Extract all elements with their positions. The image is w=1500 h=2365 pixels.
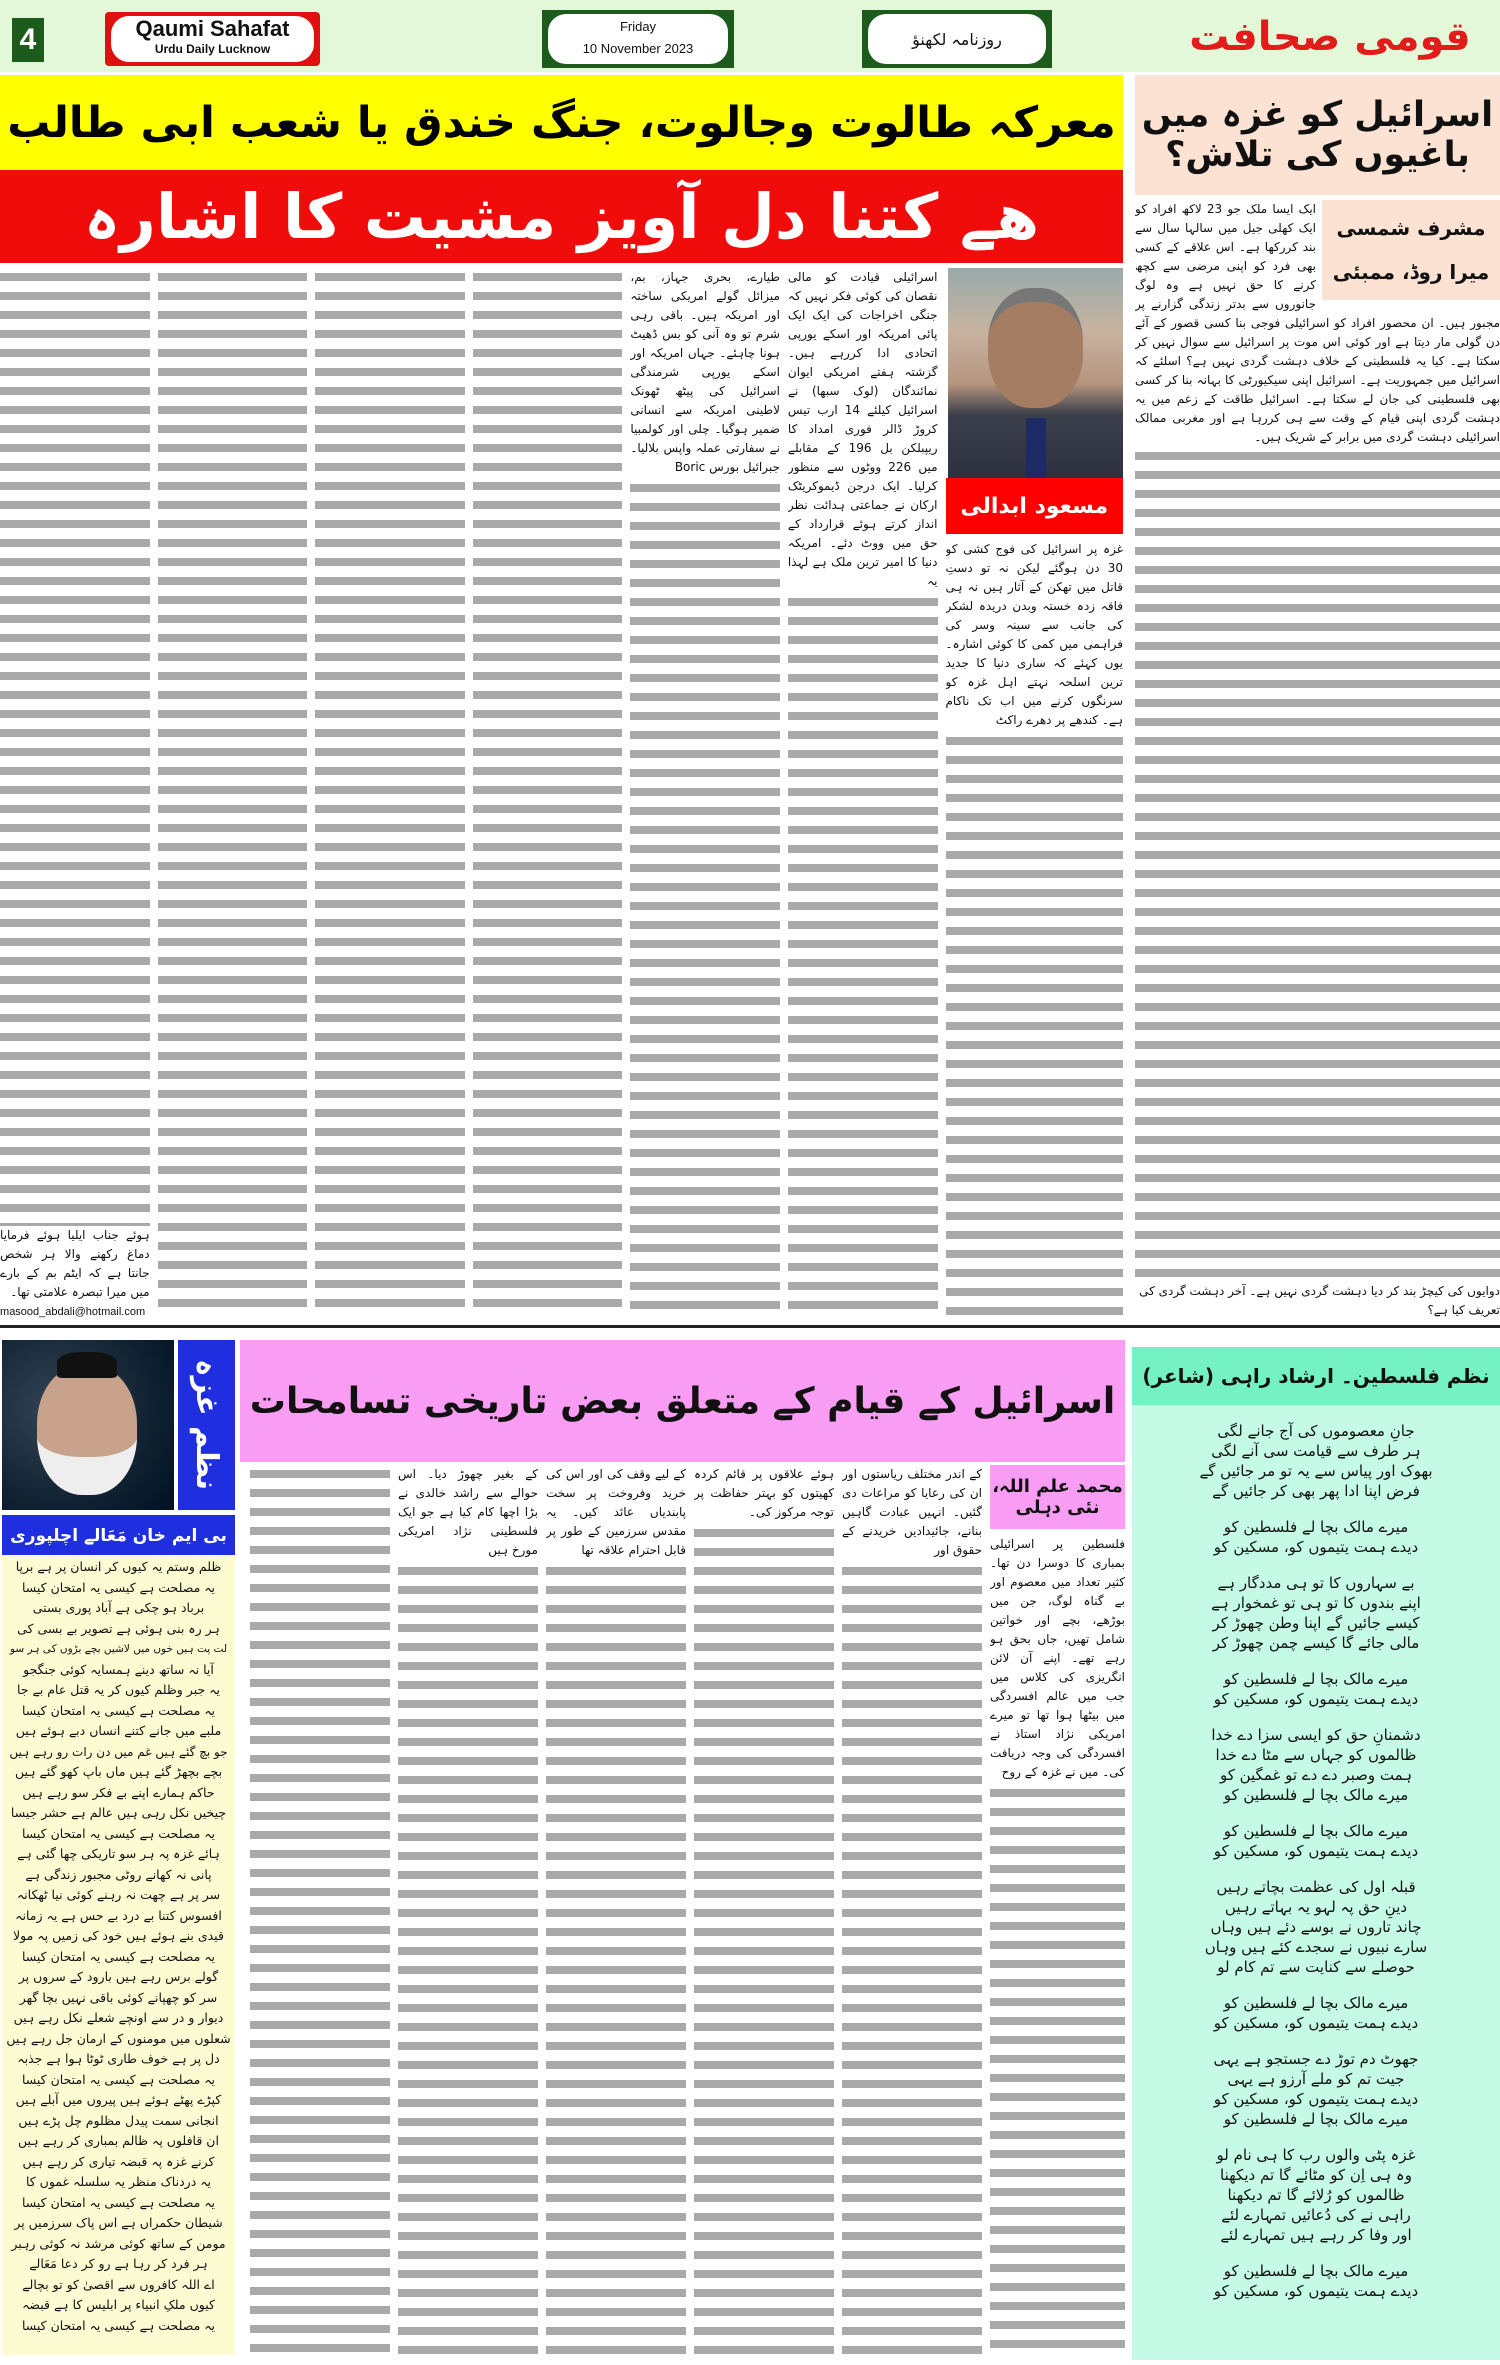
poem-stanza [1132, 1517, 1500, 1557]
side-headline: اسرائیل کو غزہ میں باغیوں کی تلاش؟ [1135, 75, 1500, 195]
poem-line: دشمنانِ حق کو ایسی سزا دے خدا [1211, 1726, 1421, 1744]
article-column [0, 268, 150, 1318]
right-poem-title: نظم فلسطین۔ ارشاد راہی (شاعر) [1132, 1347, 1500, 1405]
poem-line: چاند تاروں نے بوسے دئے ہیں وہاں [1210, 1918, 1422, 1936]
poem-stanza [1132, 2049, 1500, 2129]
poem-line: جانِ معصوموں کی آج جانے لگی [1217, 1422, 1415, 1440]
article-column [315, 268, 465, 1318]
article-paragraph: کے بغیر چھوڑ دیا۔ اس حوالے سے راشد خالدی نے بڑا اچھا کام کیا ہے جو ایک فلسطینی نژاد امریکی مورخ ہیں [398, 1467, 538, 1557]
poem-line: آیا نہ ساتھ دینے ہمسایہ کوئی جنگجو [23, 1661, 214, 1677]
poem-line: قبلہ اول کی عظمت بچاتے رہیں [1216, 1878, 1416, 1896]
poem-line: پانی نہ کھانے روٹی مجبور زندگی ہے [25, 1866, 212, 1882]
vertical-title: نظم غزہ [178, 1340, 235, 1510]
poem-line: وہ ہی اِن کو مٹائے گا تم دیکھنا [1220, 2166, 1412, 2184]
poem-line: دیدے ہمت یتیموں کو، مسکین کو [1213, 1690, 1419, 1708]
poem-line: دیدے ہمت یتیموں کو، مسکین کو [1213, 1842, 1419, 1860]
article-paragraph: فلسطین پر اسرائیلی بمباری کا دوسرا دن تھا۔ کثیر تعداد میں معصوم اور بے گناہ لوگ، جن میں بوڑھے، بچے اور خواتین شامل تھیں، جاں بحق ہو رہے تھے۔ اپنے آن لائن انگریزی کی کلاس میں جب میں عالم افسردگی میں بیٹھا ہوا تھا تو میرے امریکی نژاد استاذ نے افسردگی کی وجہ دریافت کی۔ میں نے غزہ کے روح [990, 1537, 1125, 1779]
author-photo [948, 268, 1123, 478]
date-box [542, 10, 734, 68]
article-paragraph: اسرائیلی قیادت کو مالی نقصان کی کوئی فکر نہیں کہ جنگی اخراجات کی ایک ایک پائی امریکہ اور اسکے یورپی اتحادی ادا کررہے ہیں۔ گزشتہ ہفتے امریکی ایوان نمائندگان (لوک سبھا) نے اسرائیل کیلئے 14 ارب تیس کروڑ ڈالر فوری امداد کا ریپبلکن بل 196 کے مقابلے میں 226 ووٹوں سے منظور کرلیا۔ ایک درجن ڈیموکریٹک ارکان نے جماعتی ہدائت نظر انداز کرتے ہوئے قرارداد کے حق میں ووٹ دئے۔ امریکہ دنیا کا امیر ترین ملک ہے لہذا یہ [787, 270, 938, 588]
poem-line: شیطان حکمراں ہے اس پاک سرزمیں پر [14, 2215, 223, 2230]
urdu-daily-label: روزنامہ لکھنؤ [868, 14, 1046, 64]
poem-line: مومن کے ساتھ کوئی مرشد نہ کوئی رہبر [11, 2235, 226, 2251]
poem-stanza [1132, 1573, 1500, 1653]
poem-line: فرض اپنا ادا پھر بھی کر جائیں گے [1212, 1482, 1420, 1500]
right-poem [1132, 1405, 1500, 2360]
poem-line: یہ مصلحت ہے کیسی یہ امتحان کیسا [21, 2317, 216, 2333]
article-column [694, 1465, 834, 2355]
poem-line: لت پت ہیں خوں میں لاشیں بچے بڑوں کی ہر سو [9, 1643, 228, 1655]
poem-line: دینِ حق پہ لہو یہ بہاتے رہیں [1224, 1898, 1408, 1916]
poem-line: راہی نے کی دُعائیں تمہارے لئے [1221, 2206, 1411, 2224]
side-article-body [1135, 200, 1500, 1320]
poem-line: میرے مالک بچا لے فلسطین کو [1223, 1994, 1409, 2012]
article-paragraph: کے اندر مختلف ریاستوں اور ان کی رعایا کو مراعات دی گئیں۔ انہیں عبادت گاہیں بنانے، جائیدادیں خریدنے کے حقوق اور [842, 1467, 982, 1557]
poem-line: یہ مصلحت ہے کیسی یہ امتحان کیسا [21, 2194, 216, 2210]
poem-line: یہ مصلحت ہے کیسی یہ امتحان کیسا [21, 1702, 216, 1718]
article-closing: دوایوں کی کیچڑ بند کر دیا دہشت گردی نہیں ہے۔ آخر دہشت گردی کی تعریف کیا ہے؟ [1139, 1284, 1500, 1317]
poem-line: یہ مصلحت ہے کیسی یہ امتحان کیسا [21, 1948, 216, 1964]
poem-line: گولے برس رہے ہیں بارود کے سروں پر [18, 1969, 219, 1984]
poem-line: میرے مالک بچا لے فلسطین کو [1223, 1786, 1409, 1804]
poem-line: غزہ پٹی والوں رب کا ہی نام لو [1216, 2146, 1416, 2164]
poem-line: دیدے ہمت یتیموں کو، مسکین کو [1213, 2014, 1419, 2032]
main-article-body [0, 268, 1123, 1318]
article-column [398, 1465, 538, 2355]
poem-line: یہ دردناک منظر یہ سلسلہ غموں کا [25, 2174, 212, 2189]
article-column [158, 268, 308, 1318]
poem-line: میرے مالک بچا لے فلسطین کو [1223, 2262, 1409, 2280]
poem-line: انجانی سمت پیدل مظلوم چل پڑے ہیں [18, 2112, 219, 2128]
issue-date: 10 November 2023 [582, 41, 694, 56]
poem-stanza [1132, 2145, 1500, 2245]
poem-stanza [1132, 1725, 1500, 1805]
side-location: میرا روڈ، ممبئی [1332, 260, 1490, 284]
poem-line: برباد ہو چکی ہے آباد پوری بستی [32, 1600, 205, 1615]
side-byline [1322, 200, 1500, 300]
article-paragraph: ایک ایسا ملک جو 23 لاکھ افراد کو ایک کھلی جیل میں سالہا سال سے بند کررکھا ہے۔ اس علاقے کے کسی بھی فرد کو اپنی مرضی سے کچھ کرنے کا حق نہیں ہے وہ لوگ جانوروں سے بدتر زندگی گزارنے پر مجبور ہیں۔ ان محصور افراد کو اسرائیلی فوجی بنا کسی قصور کے آئے دن گولی مار دیتا ہے اور کوئی اس موت پر اسرائیل سے سوال نہیں کر سکتا ہے۔ کیا یہ فلسطینی کے خلاف دہشت گردی نہیں ہے؟ اسلئے کہ اسرائیل میں جمہوریت ہے۔ اسرائیل اپنی سیکیورٹی کا بہانہ بنا کر کسی بھی فلسطینی کی جان لے سکتا ہے۔ اسرائیل طاقت کے زعم میں یہ دہشت گردی اپنی قیام کے وقت سے ہی کررہا ہے اور مغربی ممالک اسرائیلی دہشت گردی میں برابر کے شریک ہیں۔ [1135, 202, 1500, 444]
poem-line: کرنے غزہ پہ قبضہ تیاری کر رہے ہیں [22, 2153, 215, 2169]
urdu-daily-box [862, 10, 1052, 68]
article-paragraph: طیارے، بحری جہاز، بم، میزائل گولے امریکی ساختہ اور امریکہ ہیں۔ باقی رہی شرم تو وہ آنی کو بس ڈھیٹ ہونا چاہئے۔ جہاں امریکہ اور اسکے یورپی شرمندگی اسرائیل کی پیٹھ ٹھونک لاطینی امریکہ سے انسانی ضمیر ہوگیا۔ چلی اور کولمبیا نے سفارتی عملہ واپس بلالیا۔ جبرائیل بورس Boric [630, 270, 780, 474]
poem-line: میرے مالک بچا لے فلسطین کو [1223, 1822, 1409, 1840]
poem-stanza [1132, 1993, 1500, 2033]
poem-line: یہ جبر وظلم کیوں کر یہ قتل عام بے جا [17, 1682, 220, 1697]
article-column [788, 268, 938, 1318]
article-paragraph: غزہ پر اسرائیل کی فوج کشی کو 30 دن ہوگئے لیکن نہ تو دستِ قاتل میں تھکن کے آثار ہیں نہ ہی فاقہ زدہ خستہ وبدن دریدہ لشکر کی جانب سے سینہ وسر کی فراہمی میں کمی کا کوئی اشارہ۔ یوں کہئے کہ ساری دنیا کا جدید ترین اسلحہ نہتے اہل غزہ کو سرنگوں کرنے میں اب تک ناکام ہے۔ کندھے پر دھرے راکٹ [945, 542, 1123, 727]
poem-line: بھوک اور پیاس سے یہ تو مر جائیں گے [1199, 1462, 1433, 1480]
poem-line: دیوار و در سے اونچے شعلے نکل رہے ہیں [13, 2010, 224, 2025]
poem-line: چیخیں نکل رہی ہیں عالم ہے حشر جیسا [10, 1805, 227, 1820]
author-caption: مسعود ابدالی [946, 478, 1124, 534]
poem-line: میرے مالک بچا لے فلسطین کو [1223, 1670, 1409, 1688]
article-column [990, 1465, 1125, 2355]
poem-line: دل پر ہے خوف طاری ٹوٹا ہوا ہے جذبہ [17, 2051, 220, 2066]
poem-line: اور وفا کر رہے ہیں تمہارے لئے [1220, 2226, 1412, 2244]
poem-line: افسوس کتنا بے درد بے حس ہے یہ زمانہ [15, 1907, 222, 1923]
poem-stanza [1132, 1669, 1500, 1709]
masthead-logo [105, 12, 320, 66]
poem-line: ظلم وستم یہ کیوں کر انسان پر ہے برپا [15, 1559, 222, 1574]
article-column [473, 268, 623, 1318]
poem-line: سر کو چھپانے کوئی باقی نہیں بچا گھر [19, 1989, 218, 2005]
article-column [842, 1465, 982, 2355]
poem-line: میرے مالک بچا لے فلسطین کو [1223, 2110, 1409, 2128]
poem-line: اے اللہ کافروں سے اقصیٰ کو تو بچالے [22, 2276, 215, 2292]
article-column [546, 1465, 686, 2355]
poem-line: جیت تم کو ملے آرزو ہے یہی [1227, 2070, 1405, 2088]
article-paragraph: کے لیے وقف کی اور اس کی خرید وفروخت پر سخت پابندیاں عائد کیں۔ یہ مقدس سرزمین کے طور پر قابل احترام علاقہ تھا [546, 1467, 686, 1557]
poem-line: ان قافلوں پہ ظالم بمباری کر رہے ہیں [18, 2133, 219, 2148]
article-column [946, 268, 1124, 1318]
poem-line: دیدے ہمت یتیموں کو، مسکین کو [1213, 1538, 1419, 1556]
poem-line: بے سہاروں کا تو ہی مددگار ہے [1217, 1574, 1415, 1592]
masthead-subtitle: Urdu Daily Lucknow [154, 42, 271, 56]
poem-line: یہ مصلحت ہے کیسی یہ امتحان کیسا [21, 1579, 216, 1595]
poem-line: سر پر ہے چھت نہ رہنے کوئی نیا ٹھکانہ [16, 1887, 221, 1902]
article-column [630, 268, 780, 1318]
poem-line: جھوٹ دم توڑ دے جستجو ہے یہی [1213, 2050, 1419, 2068]
poem-line: سارے نبیوں نے سجدے کئے ہیں وہاں [1204, 1938, 1428, 1956]
poem-line: ہمت وصبر دے دے تو غمگین کو [1219, 1766, 1413, 1784]
main-headline-line1: معرکہ طالوت وجالوت، جنگ خندق یا شعب ابی طالب [0, 75, 1123, 170]
poem-line: جو بچ گئے ہیں غم میں دن رات رو رہے ہیں [9, 1744, 228, 1759]
poem-stanza [1132, 2261, 1500, 2301]
poem-line: قیدی بنے ہوئے ہیں خود کی زمیں پہ مولا [13, 1928, 224, 1943]
poem-stanza [1132, 1877, 1500, 1977]
poet-photo [2, 1340, 174, 1510]
poem-stanza [1132, 1421, 1500, 1501]
poem-line: یہ مصلحت ہے کیسی یہ امتحان کیسا [21, 1825, 216, 1841]
poem-line: ہائے غزہ پہ ہر سو تاریکی چھا گئی ہے [17, 1846, 220, 1861]
poem-line: کیسے جائیں گے اپنا وطن چھوڑ کر [1212, 1614, 1420, 1632]
left-poem [2, 1555, 235, 2355]
middle-headline: اسرائیل کے قیام کے متعلق بعض تاریخی تسامحات [240, 1340, 1125, 1462]
poem-line: ملبے میں جانے کتنے انساں دبے ہوئے ہیں [15, 1723, 222, 1738]
poem-line: اپنے بندوں کا تو ہی تو غمخوار ہے [1211, 1594, 1421, 1612]
issue-day: Friday [619, 19, 657, 34]
poem-line: دیدے ہمت یتیموں کو، مسکین کو [1213, 2090, 1419, 2108]
section-divider [0, 1325, 1500, 1328]
article-column [250, 1465, 390, 2355]
poem-line: ہر رہ بنی ہوئی ہے تصویر بے بسی کی [17, 1620, 220, 1636]
poem-line: ہر فرد کر رہا ہے رو کر دعا مَعَالے [29, 2256, 208, 2271]
poem-line: یہ مصلحت ہے کیسی یہ امتحان کیسا [21, 2071, 216, 2087]
poem-line: دیدے ہمت یتیموں کو، مسکین کو [1213, 2282, 1419, 2300]
middle-author: محمد علم اللہ، نئی دہلی [990, 1465, 1125, 1529]
poem-line: کیوں ملکِ انبیاء پر ابلیس کا ہے قبضہ [22, 2297, 215, 2312]
poem-stanza [1132, 1821, 1500, 1861]
middle-article-body [240, 1465, 1125, 2355]
side-author: مشرف شمسی [1336, 216, 1486, 240]
poem-line: مالی جائے گا کیسے چمن چھوڑ کر [1212, 1634, 1420, 1652]
poem-line: شعلوں میں مومنوں کے ارمان جل رہے ہیں [6, 2030, 231, 2046]
poet-name: بی ایم خان مَعَالے اچلپوری [2, 1515, 235, 1555]
main-headline-line2: ھے کتنا دل آویز مشیت کا اشارہ [0, 170, 1123, 263]
article-paragraph: ہوئے علاقوں پر قائم کردہ کھیتوں کو بہتر حفاظت پر توجہ مرکوز کی۔ [694, 1467, 834, 1519]
poem-line: ہر طرف سے قیامت سی آنے لگی [1211, 1442, 1421, 1460]
masthead-title: Qaumi Sahafat [135, 16, 290, 41]
poem-line: کپڑے پھٹے ہوئے ہیں پیروں میں آبلے ہیں [15, 2092, 222, 2107]
author-email[interactable]: masood_abdali@hotmail.com [0, 1306, 146, 1318]
poem-line: بچے بچھڑ گئے ہیں ماں باپ کھو گئے ہیں [14, 1764, 223, 1779]
poem-line: میرے مالک بچا لے فلسطین کو [1223, 1518, 1409, 1536]
poem-line: ظالموں کو جہاں سے مٹا دے خدا [1215, 1746, 1417, 1764]
brand-urdu: قومی صحافت [1189, 14, 1471, 60]
article-closing: ہوئے جناب ایلیا ہوئے فرمایا دماغ رکھنے والا ہر شخص جانتا ہے کہ ایٹم بم کے بارے میں میرا تبصرہ علامتی تھا۔ [0, 1228, 150, 1299]
poem-line: ظالموں کو رُلائے گا تم دیکھنا [1227, 2186, 1405, 2204]
page-number: 4 [12, 18, 44, 62]
poem-line: حوصلے سے کنایت سے تم کام لو [1217, 1958, 1415, 1976]
poem-line: حاکم ہمارے اپنے بے فکر سو رہے ہیں [22, 1784, 215, 1800]
